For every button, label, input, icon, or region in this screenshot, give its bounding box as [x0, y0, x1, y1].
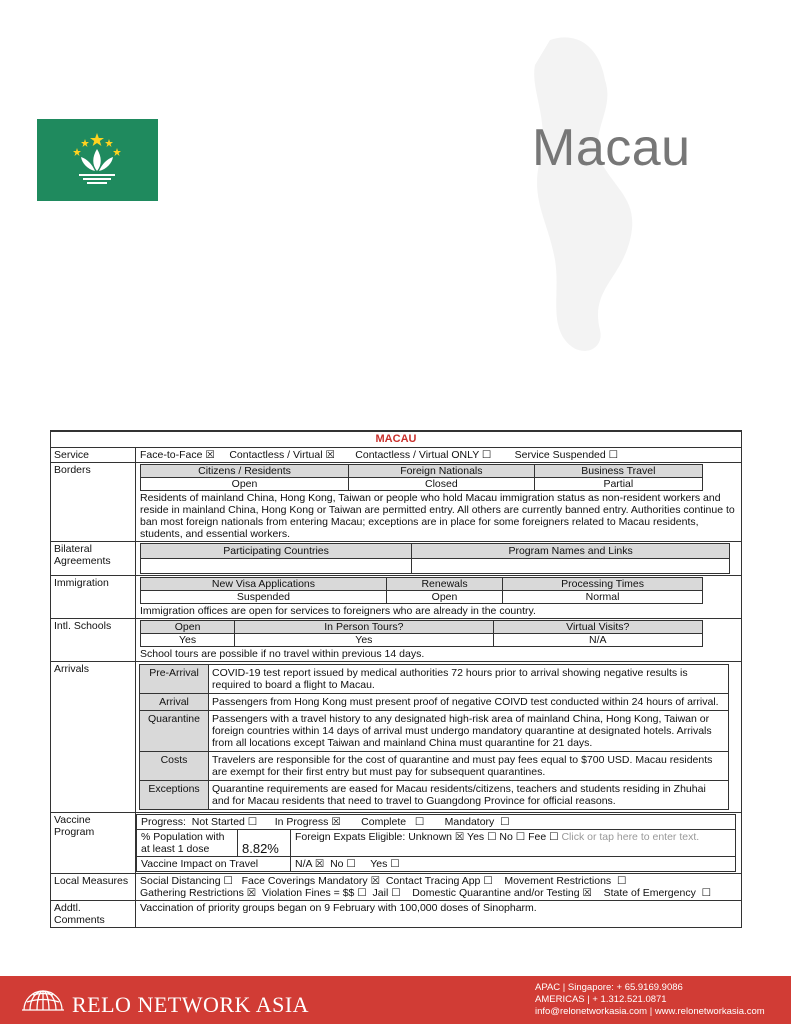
- arrival-value: Travelers are responsible for the cost of quarantine and must pay fees equal to $700 USD. Macau residents are exempt for their first entry but must pay for subsequent quarantines.: [209, 752, 729, 781]
- borders-value: Partial: [534, 478, 702, 491]
- immigration-table: [140, 577, 703, 604]
- vaccine-pop-value: 8.82%: [238, 830, 291, 857]
- schools-header: Open: [141, 621, 235, 634]
- schools-value: Yes: [235, 634, 493, 647]
- bilateral-label: Bilateral Agreements: [51, 542, 136, 575]
- immigration-header: Processing Times: [503, 578, 703, 591]
- borders-value: Closed: [349, 478, 535, 491]
- vaccine-progress: Progress: Not Started ☐ In Progress ☒ Complete ☐ Mandatory ☐: [137, 815, 736, 830]
- local-line-2: Gathering Restrictions ☒ Violation Fines = $$ ☐ Jail ☐ Domestic Quarantine and/or Testing ☒ State of Emergency ☐: [140, 887, 712, 899]
- schools-label: Intl. Schools: [51, 619, 136, 661]
- borders-header: Business Travel: [534, 465, 702, 478]
- service-label: Service: [51, 448, 136, 462]
- immigration-header: New Visa Applications: [141, 578, 387, 591]
- arrival-value: Passengers from Hong Kong must present proof of negative COIVD test conducted within 24 hours of arrival.: [209, 694, 729, 711]
- bilateral-header: Participating Countries: [141, 544, 412, 559]
- immigration-value: Suspended: [141, 591, 387, 604]
- immigration-label: Immigration: [51, 576, 136, 618]
- vaccine-impact-label: Vaccine Impact on Travel: [137, 857, 291, 872]
- vaccine-expats-entry[interactable]: Click or tap here to enter text.: [561, 831, 700, 843]
- service-row: [50, 448, 742, 463]
- contact-apac: APAC | Singapore: + 65.9169.9086: [535, 982, 683, 993]
- contact-email-web[interactable]: info@relonetworkasia.com | www.relonetworkasia.com: [535, 1006, 765, 1017]
- arrival-key: Costs: [140, 752, 209, 781]
- comments-text: Vaccination of priority groups began on 9 February with 100,000 doses of Sinopharm.: [140, 902, 537, 914]
- country-title: Macau: [532, 119, 691, 177]
- contact-info: [535, 982, 765, 1018]
- local-row: [50, 874, 742, 901]
- bilateral-cell: [141, 559, 412, 574]
- schools-value: Yes: [141, 634, 235, 647]
- bilateral-cell: [412, 559, 730, 574]
- immigration-row: [50, 576, 742, 619]
- macau-flag-icon: [37, 119, 158, 201]
- schools-table: [140, 620, 703, 647]
- borders-header: Foreign Nationals: [349, 465, 535, 478]
- comments-row: [50, 901, 742, 928]
- macau-map-silhouette: [520, 30, 660, 360]
- bilateral-row: [50, 542, 742, 576]
- arrivals-table: [139, 664, 729, 810]
- arrival-value: Passengers with a travel history to any designated high-risk area of mainland China, Hong Kong, Taiwan or foreign countries within 14 days of arrival must undergo mandatory quarantine at designated hotels. Arrivals from all locations except Taiwan and mainland China must quarantine for 21 days.: [209, 711, 729, 752]
- immigration-header: Renewals: [386, 578, 502, 591]
- arrival-value: Quarantine requirements are eased for Macau residents/citizens, teachers and students residing in Zhuhai and for Macau residents that need to travel to Guangdong Province for official reasons.: [209, 781, 729, 810]
- brand-name: RELO NETWORK ASIA: [72, 992, 310, 1017]
- borders-header: Citizens / Residents: [141, 465, 349, 478]
- immigration-note: Immigration offices are open for services to foreigners who are already in the country.: [140, 605, 536, 617]
- vaccine-table: [136, 814, 736, 872]
- table-title: MACAU: [50, 430, 742, 448]
- vaccine-impact-value: N/A ☒ No ☐ Yes ☐: [291, 857, 736, 872]
- vaccine-row: [50, 813, 742, 874]
- arrivals-label: Arrivals: [51, 662, 136, 812]
- borders-row: [50, 463, 742, 542]
- arrival-key: Arrival: [140, 694, 209, 711]
- borders-note: Residents of mainland China, Hong Kong, Taiwan or people who hold Macau immigration status as non-resident workers and reside in mainland China, Hong Kong or Taiwan are permitted entry. All others are currently banned entry. Authorities continue to ban most foreign nationals from entering Macau; exceptions are in place for some foreigners related to Macau residents, students, and essential workers.: [140, 492, 735, 540]
- vaccine-expats: Foreign Expats Eligible: Unknown ☒ Yes ☐ No ☐ Fee ☐: [295, 831, 559, 843]
- arrivals-row: [50, 662, 742, 813]
- vaccine-label: Vaccine Program: [51, 813, 136, 873]
- immigration-value: Normal: [503, 591, 703, 604]
- local-label: Local Measures: [51, 874, 136, 900]
- arrival-value: COVID-19 test report issued by medical authorities 72 hours prior to arrival showing negative results is required to board a flight to Macau.: [209, 665, 729, 694]
- immigration-value: Open: [386, 591, 502, 604]
- contact-americas: AMERICAS | + 1.312.521.0871: [535, 994, 667, 1005]
- vaccine-pop-label: % Population with at least 1 dose: [137, 830, 238, 857]
- arrival-key: Exceptions: [140, 781, 209, 810]
- borders-value: Open: [141, 478, 349, 491]
- schools-value: N/A: [493, 634, 702, 647]
- borders-label: Borders: [51, 463, 136, 541]
- service-options: Face-to-Face ☒ Contactless / Virtual ☒ Contactless / Virtual ONLY ☐ Service Suspended ☐: [140, 449, 619, 461]
- arrival-key: Quarantine: [140, 711, 209, 752]
- comments-label: Addtl. Comments: [51, 901, 136, 927]
- arrival-key: Pre-Arrival: [140, 665, 209, 694]
- borders-table: [140, 464, 703, 491]
- schools-header: Virtual Visits?: [493, 621, 702, 634]
- covid-info-table: [50, 430, 742, 928]
- schools-note: School tours are possible if no travel within previous 14 days.: [140, 648, 425, 660]
- bilateral-header: Program Names and Links: [412, 544, 730, 559]
- local-line-1: Social Distancing ☐ Face Coverings Mandatory ☒ Contact Tracing App ☐ Movement Restrictions ☐: [140, 875, 627, 887]
- globe-logo-icon: [20, 980, 66, 1020]
- footer: [0, 976, 791, 1024]
- schools-header: In Person Tours?: [235, 621, 493, 634]
- schools-row: [50, 619, 742, 662]
- bilateral-table: [140, 543, 730, 574]
